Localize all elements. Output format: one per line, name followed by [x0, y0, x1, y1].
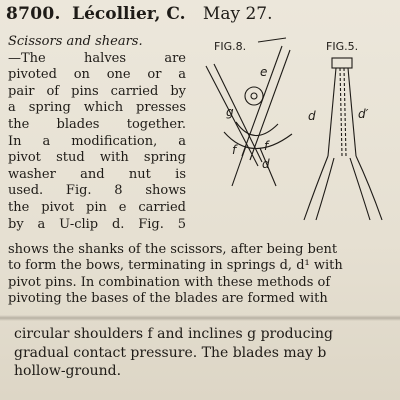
fig5-label-d1: d′	[358, 107, 369, 121]
figure-5-title: FIG.5.	[326, 40, 359, 53]
fig5-label-d: d	[308, 109, 316, 123]
text-line: hollow-ground.	[14, 363, 122, 379]
abstract-full-width-text	[8, 242, 400, 308]
figure-5-drawing	[304, 40, 382, 220]
entry-header	[6, 2, 400, 26]
text-line: In a modification, a	[8, 133, 186, 149]
text-line: used. Fig. 8 shows	[8, 183, 186, 199]
entry-date: May 27.	[202, 4, 273, 24]
text-line: a spring which presses	[8, 100, 186, 116]
text-line: washer and nut is	[8, 166, 186, 182]
text-line: the blades together.	[8, 116, 186, 132]
figure-8-drawing	[206, 38, 292, 186]
text-line: pivot pins. In combination with these methods of	[8, 274, 331, 290]
fig8-label-e: e	[260, 65, 268, 79]
fig8-label-f: f	[232, 143, 237, 157]
text-line: by a U-clip d. Fig. 5	[8, 216, 186, 232]
text-line: Scissors and shears.	[8, 34, 143, 49]
inventor-name: Lécollier, C.	[72, 4, 186, 24]
patent-figures	[196, 36, 400, 226]
patent-number: 8700.	[6, 4, 61, 24]
text-line: pair of pins carried by	[8, 83, 186, 99]
text-line: —The halves are	[8, 50, 186, 66]
text-line: pivot stud with spring	[8, 150, 186, 166]
text-line: pivoted on one or a	[8, 67, 186, 83]
page-fold-shadow	[0, 315, 400, 321]
abstract-left-column	[8, 34, 186, 233]
figure-8-title: FIG.8.	[214, 40, 247, 53]
text-line: circular shoulders f and inclines g producing	[14, 326, 333, 342]
text-line: shows the shanks of the scissors, after being bent	[8, 242, 338, 257]
text-line: the pivot pin e carried	[8, 199, 186, 215]
text-line: to form the bows, terminating in springs d, d¹ with	[8, 258, 343, 274]
text-line: pivoting the bases of the blades are formed with	[8, 291, 328, 307]
fig8-label-f: f	[264, 139, 269, 153]
fig8-label-d: d	[262, 157, 270, 171]
text-line: gradual contact pressure. The blades may b	[14, 344, 327, 361]
abstract-continued-text	[14, 325, 400, 381]
fig8-label-g: g	[226, 105, 234, 119]
